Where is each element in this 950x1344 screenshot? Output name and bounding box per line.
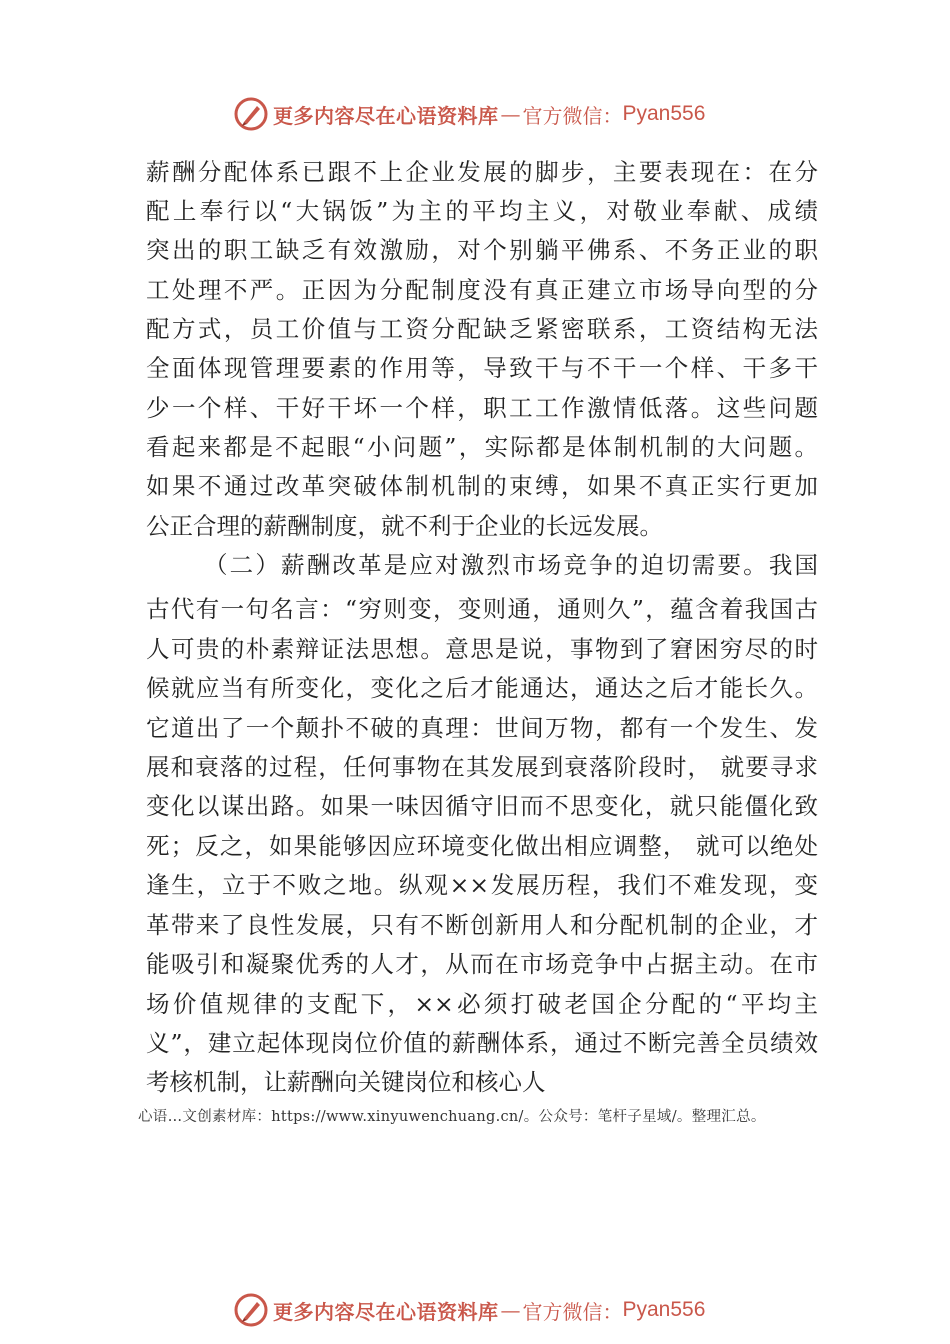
body-line: 古代有一句名言：“穷则变，变则通，通则久”，蕴含着我国古 [146,595,818,623]
banner-subtitle: 官方微信： [522,103,623,128]
header-banner [233,96,705,132]
body-line: 逢生，立于不败之地。纵观××发展历程，我们不难发现，变 [146,871,818,899]
body-line: 变化以谋出路。如果一味因循守旧而不思变化，就只能僵化致 [146,792,818,820]
body-line: 场价值规律的支配下，××必须打破老国企分配的“平均主 [146,990,818,1018]
pen-nib-logo-icon [233,96,269,132]
body-line: 义”，建立起体现岗位价值的薪酬体系，通过不断完善全员绩效 [146,1029,818,1057]
body-line: 看起来都是不起眼“小问题”，实际都是体制机制的大问题。 [146,433,818,461]
body-line: 候就应当有所变化，变化之后才能通达，通达之后才能长久。 [146,674,818,702]
body-line: 考核机制，让薪酬向关键岗位和核心人 [146,1068,546,1096]
body-line: 如果不通过改革突破体制机制的束缚，如果不真正实行更加 [146,472,818,500]
body-line: 公正合理的薪酬制度，就不利于企业的长远发展。 [146,512,663,540]
body-line: 配方式，员工价值与工资分配缺乏紧密联系，工资结构无法 [146,315,818,343]
body-line: 人可贵的朴素辩证法思想。意思是说，事物到了窘困穷尽的时 [146,635,818,663]
banner-title: 更多内容尽在心语资料库 [273,103,499,128]
body-line: 突出的职工缺乏有效激励，对个别躺平佛系、不务正业的职 [146,236,818,264]
body-line: 能吸引和凝聚优秀的人才，从而在市场竞争中占据主动。在市 [146,950,818,978]
body-line: 配上奉行以“大锅饭”为主的平均主义，对敬业奉献、成绩 [146,197,818,225]
banner-wechat-id: Pyan556 [622,1298,706,1321]
body-line: 全面体现管理要素的作用等，导致干与不干一个样、干多干 [146,354,818,382]
source-note: 心语…文创素材库：https://www.xinyuwenchuang.cn/。公众号：笔杆子星域/。整理汇总。 [138,1109,766,1125]
banner-wechat-id: Pyan556 [622,102,706,125]
banner-subtitle: 官方微信： [522,1299,623,1324]
banner-separator: — [500,1298,521,1322]
banner-title: 更多内容尽在心语资料库 [273,1299,499,1324]
banner-separator: — [500,102,521,126]
body-line: 工处理不严。正因为分配制度没有真正建立市场导向型的分 [146,276,818,304]
section-heading-line: （二）薪酬改革是应对激烈市场竞争的迫切需要。我国 [204,551,818,579]
body-line: 它道出了一个颠扑不破的真理：世间万物，都有一个发生、发 [146,714,818,742]
body-line: 少一个样、干好干坏一个样，职工工作激情低落。这些问题 [146,394,818,422]
footer-banner [233,1292,705,1328]
body-line: 革带来了良性发展，只有不断创新用人和分配机制的企业，才 [146,911,818,939]
body-line: 展和衰落的过程，任何事物在其发展到衰落阶段时， 就要寻求 [146,753,818,781]
body-line: 薪酬分配体系已跟不上企业发展的脚步，主要表现在：在分 [146,158,818,186]
body-line: 死；反之，如果能够因应环境变化做出相应调整， 就可以绝处 [146,832,818,860]
pen-nib-logo-icon [233,1292,269,1328]
